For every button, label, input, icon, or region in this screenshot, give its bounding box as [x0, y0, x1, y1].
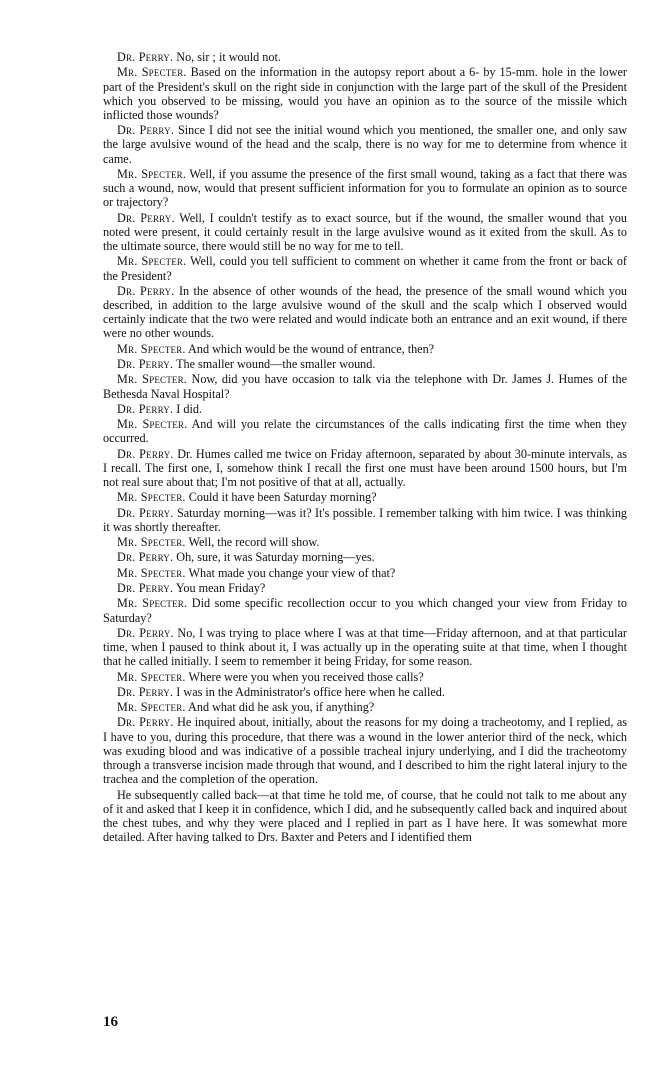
speaker-name: Mr. Specter.: [117, 535, 186, 550]
speaker-name: Mr. Specter.: [117, 166, 187, 181]
speaker-name: Dr. Perry.: [117, 505, 174, 520]
statement-text: He subsequently called back—at that time he told me, of course, that he could not talk to me about any of it and asked that I keep it in confidence, which I did, and he subsequently called back and inquired about the chest tubes, and why they were placed and I replied in part as I have here. It was somewhat more detailed. After having talked to Drs. Baxter and Peters and I identified them: [103, 787, 627, 845]
statement-text: Well, I couldn't testify as to exact source, but if the wound, the smaller wound that you noted were present, it could certainly result in the large avulsive wound as it exited from the skull. As to the ultimate source, there would still be no way for me to tell.: [103, 210, 627, 254]
statement-text: He inquired about, initially, about the reasons for my doing a tracheotomy, and I replied, as I have to you, during this procedure, that there was a wound in the lower anterior third of the neck, which was exuding blood and was indicative of a possible tracheal injury underlying, and I did the tracheotomy through a transverse incision made through that wound, and I described to him the right lateral injury to the trachea and the completion of the operation.: [103, 715, 628, 787]
paragraph: [103, 50, 627, 64]
statement-text: Based on the information in the autopsy report about a 6- by 15-mm. hole in the lower part of the President's skull on the right side in conjunction with the large part of the skull of the President which you observed to be missing, would you have an opinion as to the source of the missile which inflicted those wounds?: [103, 65, 627, 122]
paragraph: [103, 788, 627, 845]
speaker-name: Dr. Perry.: [117, 625, 174, 640]
speaker-name: Dr. Perry.: [117, 550, 174, 565]
speaker-name: Mr. Specter.: [117, 372, 188, 387]
statement-text: Oh, sure, it was Saturday morning—yes.: [176, 550, 375, 565]
speaker-name: Dr. Perry.: [117, 50, 174, 64]
paragraph: [103, 566, 627, 580]
speaker-name: Mr. Specter.: [117, 700, 186, 715]
paragraph: [103, 685, 627, 699]
statement-text: I did.: [176, 401, 203, 416]
statement-text: Dr. Humes called me twice on Friday afternoon, separated by about 30-minute intervals, as I recall. The first one, I, somehow think I recall the first one must have been around 1500 hours, but I'm not real sure about that; I'm not positive of that at all, actually.: [103, 446, 628, 490]
speaker-name: Mr. Specter.: [117, 417, 188, 432]
speaker-name: Dr. Perry.: [117, 283, 175, 298]
paragraph: [103, 715, 627, 786]
paragraph: [103, 596, 627, 624]
speaker-name: Mr. Specter.: [117, 254, 187, 269]
statement-text: Now, did you have occasion to talk via the telephone with Dr. James J. Humes of the Bethesda Naval Hospital?: [103, 372, 628, 401]
paragraph: [103, 490, 627, 504]
speaker-name: Dr. Perry.: [117, 581, 174, 595]
paragraph: [103, 535, 627, 549]
page-number: 16: [103, 1014, 118, 1030]
paragraph: [103, 550, 627, 564]
paragraph: [103, 342, 627, 356]
speaker-name: Dr. Perry.: [117, 123, 175, 138]
paragraph: [103, 65, 627, 122]
statement-text: And will you relate the circumstances of the calls indicating first the time when they occurred.: [103, 417, 628, 446]
paragraph: [103, 123, 627, 166]
statement-text: No, I was trying to place where I was at that time—Friday afternoon, and at that particular time, when I paused to think about it, I was actually up in the operating suite at that time, when I thought that he called initially. I seem to remember it being Friday, for some reason.: [103, 625, 627, 669]
statement-text: The smaller wound—the smaller wound.: [176, 357, 376, 372]
speaker-name: Dr. Perry.: [117, 357, 174, 372]
speaker-name: Dr. Perry.: [117, 715, 174, 730]
statement-text: In the absence of other wounds of the head, the presence of the small wound which you described, in addition to the large avulsive wound of the skull and the scalp which I observed would certainly indicate that the two were related and would indicate both an entrance and an exit wound, if there were no other wounds.: [103, 283, 628, 341]
paragraph: [103, 254, 627, 282]
paragraph: [103, 506, 627, 534]
speaker-name: Mr. Specter.: [117, 669, 186, 684]
speaker-name: Mr. Specter.: [117, 596, 188, 611]
speaker-name: Mr. Specter.: [117, 65, 187, 80]
speaker-name: Dr. Perry.: [117, 210, 175, 225]
statement-text: Did some specific recollection occur to you which changed your view from Friday to Saturday?: [103, 596, 627, 625]
speaker-name: Mr. Specter.: [117, 565, 186, 580]
paragraph: [103, 211, 627, 254]
speaker-name: Mr. Specter.: [117, 490, 186, 505]
statement-text: Well, the record will show.: [188, 535, 320, 550]
speaker-name: Mr. Specter.: [117, 341, 186, 356]
paragraph: [103, 581, 627, 595]
transcript-page: [103, 50, 627, 845]
paragraph: [103, 167, 627, 210]
paragraph: [103, 700, 627, 714]
statement-text: I was in the Administrator's office here when he called.: [176, 684, 445, 699]
paragraph: [103, 357, 627, 371]
statement-text: Since I did not see the initial wound which you mentioned, the smaller one, and only saw the large avulsive wound of the head and the scalp, there is no way for me to determine from whence it came.: [103, 123, 627, 166]
speaker-name: Dr. Perry.: [117, 684, 174, 699]
paragraph: [103, 626, 627, 669]
statement-text: Saturday morning—was it? It's possible. I remember talking with him twice. I was thinking it was shortly thereafter.: [103, 505, 628, 534]
paragraph: [103, 670, 627, 684]
paragraph: [103, 402, 627, 416]
statement-text: And which would be the wound of entrance, then?: [188, 341, 435, 356]
paragraph: [103, 417, 627, 445]
statement-text: Well, could you tell sufficient to comment on whether it came from the front or back of the President?: [103, 254, 627, 283]
statement-text: Well, if you assume the presence of the first small wound, taking as a fact that there was such a wound, now, would that present sufficient information for you to formulate an opinion as to source or trajectory?: [103, 166, 627, 210]
speaker-name: Dr. Perry.: [117, 446, 174, 461]
speaker-name: Dr. Perry.: [117, 401, 174, 416]
paragraph: [103, 372, 627, 400]
statement-text: And what did he ask you, if anything?: [188, 700, 375, 715]
paragraph: [103, 284, 627, 341]
statement-text: Where were you when you received those calls?: [188, 669, 424, 684]
statement-text: You mean Friday?: [175, 581, 266, 595]
statement-text: What made you change your view of that?: [188, 565, 396, 580]
statement-text: No, sir ; it would not.: [176, 50, 281, 64]
paragraph: [103, 447, 627, 490]
statement-text: Could it have been Saturday morning?: [188, 490, 377, 505]
